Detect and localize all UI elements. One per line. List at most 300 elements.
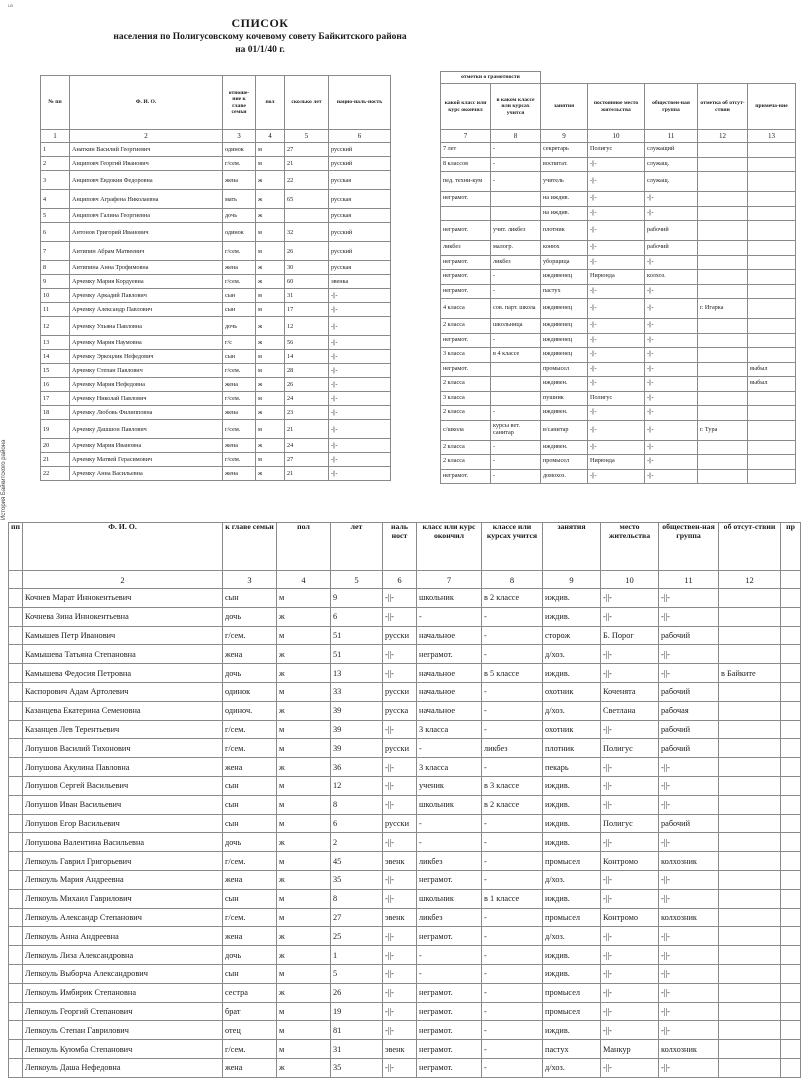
title-line-2: населения по Полигусовскому кочевому совету Байкитского района — [113, 32, 407, 42]
column-number: 10 — [588, 130, 645, 143]
occupation: д/хоз. — [543, 870, 601, 889]
relation: г/сем. — [223, 420, 256, 439]
sex: ж — [277, 983, 331, 1002]
note — [748, 192, 796, 207]
table-row — [9, 1040, 801, 1059]
social-group: -||- — [659, 927, 719, 946]
nationality: русский — [329, 242, 391, 261]
person-name: Антипин Абрам Матвеевич — [70, 242, 223, 261]
row-number-cut — [9, 645, 23, 664]
table-row — [9, 589, 801, 608]
age: 22 — [285, 171, 329, 190]
relation: жена — [223, 171, 256, 190]
person-name: Лепкоуль Мария Андреевна — [23, 870, 223, 889]
table-row — [441, 391, 796, 406]
class-studying: - — [482, 1002, 543, 1021]
sex: ж — [277, 664, 331, 683]
table-row — [9, 983, 801, 1002]
sex: ж — [256, 439, 285, 453]
absence-mark — [719, 983, 781, 1002]
occupation: в/санитар — [541, 420, 588, 440]
note-cut — [781, 1021, 801, 1040]
population-table-left — [40, 75, 390, 481]
person-name: Камышев Петр Иванович — [23, 626, 223, 645]
person-name: Кочнев Марат Иннокентьевич — [23, 589, 223, 608]
nationality: -||- — [329, 453, 391, 467]
occupation: пекарь — [543, 758, 601, 777]
column-number: 1 — [41, 130, 70, 143]
table-row — [41, 378, 391, 392]
social-group: -||- — [645, 377, 698, 392]
age: 60 — [285, 275, 329, 289]
age: 21 — [285, 157, 329, 171]
header-number-partial: пп — [9, 523, 23, 571]
relation: сын — [223, 776, 277, 795]
row-number-cut — [9, 664, 23, 683]
row-number: 8 — [41, 261, 70, 275]
class-studying: - — [482, 1058, 543, 1077]
age: 31 — [331, 1040, 383, 1059]
occupation: д/хоз. — [543, 701, 601, 720]
table-row — [9, 758, 801, 777]
column-number — [781, 571, 801, 589]
residence: -||- — [601, 870, 659, 889]
class-studying: в 4 классе — [491, 348, 541, 363]
class-completed: 2 класса — [441, 440, 491, 455]
person-name: Лопушова Акулина Павловна — [23, 758, 223, 777]
absence-mark — [698, 206, 748, 221]
social-group: -||- — [659, 833, 719, 852]
row-number: 21 — [41, 453, 70, 467]
class-completed: начальное — [417, 664, 482, 683]
class-completed: неграмот. — [417, 927, 482, 946]
note-cut — [781, 946, 801, 965]
table-row — [9, 870, 801, 889]
nationality: -||- — [329, 378, 391, 392]
relation: жена — [223, 758, 277, 777]
row-number: 7 — [41, 242, 70, 261]
note — [748, 157, 796, 172]
table-row — [41, 242, 391, 261]
occupation: д/хоз. — [543, 927, 601, 946]
row-number-cut — [9, 833, 23, 852]
sex: м — [277, 589, 331, 608]
nationality: -||- — [383, 607, 417, 626]
absence-mark — [719, 1002, 781, 1021]
social-group: -||- — [659, 1021, 719, 1040]
occupation: иждив. — [543, 946, 601, 965]
relation: жена — [223, 261, 256, 275]
absence-mark — [698, 391, 748, 406]
class-completed: неграмот. — [417, 870, 482, 889]
header-nationality: нацио-наль-ность — [329, 76, 391, 130]
class-studying: - — [491, 406, 541, 421]
note-cut — [781, 701, 801, 720]
absence-mark — [698, 377, 748, 392]
note — [748, 406, 796, 421]
person-name: Арчемку Аркадий Павлович — [70, 289, 223, 303]
relation: жена — [223, 406, 256, 420]
residence: -||- — [588, 377, 645, 392]
nationality: -||- — [329, 350, 391, 364]
nationality: -||- — [383, 1021, 417, 1040]
nationality: русска — [383, 701, 417, 720]
header-absence: отметка об отсут-ствии — [698, 84, 748, 130]
social-group: рабочий — [659, 682, 719, 701]
relation: г/с — [223, 336, 256, 350]
table-row — [9, 1002, 801, 1021]
table-row — [441, 221, 796, 241]
social-group: -||- — [659, 1002, 719, 1021]
social-group: -||- — [645, 284, 698, 299]
occupation: промысел — [543, 1002, 601, 1021]
row-number: 16 — [41, 378, 70, 392]
class-studying: - — [482, 701, 543, 720]
residence: -||- — [588, 362, 645, 377]
row-number-cut — [9, 720, 23, 739]
class-completed: неграмот. — [441, 192, 491, 207]
sex: м — [256, 289, 285, 303]
person-name: Казанцева Екатерина Семеновна — [23, 701, 223, 720]
corner-mark: LB — [8, 3, 13, 8]
relation: одинок — [223, 223, 256, 242]
absence-mark — [719, 946, 781, 965]
header-number: № пп — [41, 76, 70, 130]
note — [748, 284, 796, 299]
sex: м — [277, 1021, 331, 1040]
person-name: Арчемку Степан Павлович — [70, 364, 223, 378]
occupation: иждив. — [543, 795, 601, 814]
social-group: рабочая — [659, 701, 719, 720]
residence: -||- — [588, 440, 645, 455]
table-row — [441, 440, 796, 455]
residence: -||- — [588, 469, 645, 484]
table-row — [441, 284, 796, 299]
residence: -||- — [588, 157, 645, 172]
class-studying: в 2 классе — [482, 589, 543, 608]
social-group: -||- — [659, 795, 719, 814]
relation: дочь — [223, 209, 256, 223]
residence: -||- — [601, 607, 659, 626]
table-row — [9, 720, 801, 739]
age: 19 — [331, 1002, 383, 1021]
social-group: -||- — [645, 469, 698, 484]
class-completed: 2 класса — [441, 406, 491, 421]
absence-mark — [719, 776, 781, 795]
person-name: Арчемку Александр Павлович — [70, 303, 223, 317]
table-row — [41, 336, 391, 350]
person-name: Казанцев Лев Терентьевич — [23, 720, 223, 739]
occupation: иждив. — [543, 833, 601, 852]
absence-mark — [698, 270, 748, 285]
social-group: -||- — [659, 589, 719, 608]
column-number: 12 — [698, 130, 748, 143]
nationality: -||- — [329, 420, 391, 439]
class-completed: - — [417, 946, 482, 965]
relation: дочь — [223, 833, 277, 852]
note-cut — [781, 964, 801, 983]
column-number — [9, 571, 23, 589]
residence: -||- — [601, 645, 659, 664]
occupation: иждивенец — [541, 319, 588, 334]
social-group: -||- — [645, 206, 698, 221]
sex: ж — [256, 467, 285, 481]
nationality: -||- — [329, 336, 391, 350]
person-name: Арчемку Мария Кордуевна — [70, 275, 223, 289]
nationality: русская — [329, 171, 391, 190]
table-row — [441, 406, 796, 421]
table-row — [41, 171, 391, 190]
note-cut — [781, 607, 801, 626]
absence-mark — [698, 143, 748, 158]
class-studying: - — [491, 143, 541, 158]
sex: м — [256, 420, 285, 439]
social-group: служащий — [645, 143, 698, 158]
class-studying — [491, 206, 541, 221]
column-number-row — [441, 130, 796, 143]
age: 17 — [285, 303, 329, 317]
social-group: колхозник — [659, 1040, 719, 1059]
residence: -||- — [588, 241, 645, 256]
sex: ж — [256, 317, 285, 336]
row-number-cut — [9, 814, 23, 833]
class-completed: неграмот. — [417, 645, 482, 664]
age: 56 — [285, 336, 329, 350]
relation: сын — [223, 814, 277, 833]
person-name: Лепкоуль Гаврил Григорьевич — [23, 852, 223, 871]
occupation: домохоз. — [541, 469, 588, 484]
note-cut — [781, 814, 801, 833]
class-studying: учит. ликбез — [491, 221, 541, 241]
residence: -||- — [588, 348, 645, 363]
person-name: Арчемку Дашшон Павлович — [70, 420, 223, 439]
occupation: пушник — [541, 391, 588, 406]
nationality: -||- — [383, 870, 417, 889]
age: 65 — [285, 190, 329, 209]
residence: -||- — [588, 333, 645, 348]
table-row — [41, 209, 391, 223]
person-name: Антипина Анна Трофимовна — [70, 261, 223, 275]
age: 27 — [285, 143, 329, 157]
person-name: Анаткин Василий Георгиевич — [70, 143, 223, 157]
residence: Манкур — [601, 1040, 659, 1059]
note — [748, 206, 796, 221]
sex: м — [256, 223, 285, 242]
class-studying: - — [482, 852, 543, 871]
table-row — [9, 964, 801, 983]
note-cut — [781, 908, 801, 927]
social-group: -||- — [659, 1058, 719, 1077]
social-group: -||- — [659, 664, 719, 683]
person-name: Арчемку Матвей Герасимович — [70, 453, 223, 467]
person-name: Анциповч Евдокия Федоровна — [70, 171, 223, 190]
person-name: Лопушов Иван Васильевич — [23, 795, 223, 814]
age: 26 — [285, 378, 329, 392]
residence: -||- — [601, 589, 659, 608]
occupation: промысел — [543, 852, 601, 871]
table-row — [9, 776, 801, 795]
person-name: Лепкоуль Георгий Степанович — [23, 1002, 223, 1021]
residence: -||- — [588, 206, 645, 221]
relation: сын — [223, 289, 256, 303]
nationality: -||- — [329, 289, 391, 303]
row-number-cut — [9, 1021, 23, 1040]
relation: брат — [223, 1002, 277, 1021]
age: 24 — [285, 439, 329, 453]
person-name: Лепкоуль Имбирик Степановна — [23, 983, 223, 1002]
table-row — [9, 739, 801, 758]
class-studying: - — [482, 833, 543, 852]
header-note: примеча-ние — [748, 84, 796, 130]
social-group: -||- — [659, 607, 719, 626]
class-studying: в 2 классе — [482, 795, 543, 814]
sex: м — [277, 1040, 331, 1059]
note — [748, 420, 796, 440]
column-number: 7 — [441, 130, 491, 143]
population-table-bottom — [8, 522, 800, 1078]
header-relation: к главе семьи — [223, 523, 277, 571]
class-studying: - — [482, 626, 543, 645]
header-nationality: наль ност — [383, 523, 417, 571]
table-row — [441, 319, 796, 334]
class-completed: неграмот. — [441, 362, 491, 377]
occupation: д/хоз. — [543, 645, 601, 664]
age: 24 — [285, 392, 329, 406]
note-cut — [781, 720, 801, 739]
occupation: учитель — [541, 172, 588, 192]
residence: -||- — [601, 889, 659, 908]
occupation: на иждив. — [541, 206, 588, 221]
class-studying: - — [491, 455, 541, 470]
occupation: воспитат. — [541, 157, 588, 172]
relation: жена — [223, 927, 277, 946]
column-number: 11 — [645, 130, 698, 143]
header-literacy-group: отметки о грамотности — [441, 72, 541, 84]
nationality: русски — [383, 626, 417, 645]
class-completed: школьник — [417, 795, 482, 814]
column-number: 9 — [541, 130, 588, 143]
social-group: -||- — [645, 362, 698, 377]
title-line-1: СПИСОК — [231, 16, 289, 30]
age: 8 — [331, 889, 383, 908]
person-name: Камышева Татьяна Степановна — [23, 645, 223, 664]
class-studying: сов. парт. школа — [491, 299, 541, 319]
nationality: -||- — [329, 392, 391, 406]
age: 6 — [331, 814, 383, 833]
absence-mark — [698, 172, 748, 192]
nationality: -||- — [383, 1002, 417, 1021]
table-row — [441, 270, 796, 285]
note — [748, 255, 796, 270]
occupation: иждив. — [543, 1021, 601, 1040]
row-number: 18 — [41, 406, 70, 420]
table-row — [441, 143, 796, 158]
column-number: 8 — [491, 130, 541, 143]
residence: Контромо — [601, 852, 659, 871]
table-row — [9, 626, 801, 645]
note-cut — [781, 1002, 801, 1021]
row-number-cut — [9, 682, 23, 701]
table-row — [41, 406, 391, 420]
social-group: -||- — [659, 889, 719, 908]
table-row — [9, 645, 801, 664]
table-row — [441, 377, 796, 392]
relation: дочь — [223, 946, 277, 965]
absence-mark — [719, 682, 781, 701]
nationality: -||- — [383, 758, 417, 777]
relation: жена — [223, 439, 256, 453]
row-number-cut — [9, 701, 23, 720]
occupation: иждив. — [543, 964, 601, 983]
age: 14 — [285, 350, 329, 364]
relation: сын — [223, 795, 277, 814]
relation: сын — [223, 889, 277, 908]
occupation: иждив. — [543, 589, 601, 608]
absence-mark — [719, 739, 781, 758]
occupation: иждивенец — [541, 270, 588, 285]
social-group: -||- — [645, 348, 698, 363]
row-number: 2 — [41, 157, 70, 171]
age: 81 — [331, 1021, 383, 1040]
person-name: Арчемку Анна Васильевна — [70, 467, 223, 481]
absence-mark — [698, 221, 748, 241]
note — [748, 221, 796, 241]
relation: г/сем. — [223, 392, 256, 406]
residence: -||- — [588, 406, 645, 421]
age: 1 — [331, 946, 383, 965]
residence: Нирюнда — [588, 270, 645, 285]
header-name: Ф. И. О. — [23, 523, 223, 571]
note — [748, 143, 796, 158]
relation: г/сем. — [223, 852, 277, 871]
person-name: Лепкоуль Даша Нефедовна — [23, 1058, 223, 1077]
social-group: рабочий — [645, 221, 698, 241]
row-number-cut — [9, 983, 23, 1002]
row-number: 22 — [41, 467, 70, 481]
absence-mark: г. Игарка — [698, 299, 748, 319]
nationality: эвенк — [383, 908, 417, 927]
sex: ж — [277, 645, 331, 664]
residence: -||- — [601, 795, 659, 814]
class-studying: - — [482, 1021, 543, 1040]
absence-mark — [719, 758, 781, 777]
relation: г/сем. — [223, 242, 256, 261]
note-cut — [781, 795, 801, 814]
column-number: 7 — [417, 571, 482, 589]
column-number: 8 — [482, 571, 543, 589]
column-number: 10 — [601, 571, 659, 589]
sex: м — [277, 720, 331, 739]
column-number: 2 — [70, 130, 223, 143]
header-social-group: обществен-ная группа — [645, 84, 698, 130]
social-group: -||- — [659, 964, 719, 983]
table-row — [41, 467, 391, 481]
column-number: 5 — [285, 130, 329, 143]
age: 39 — [331, 739, 383, 758]
occupation: иждив. — [543, 814, 601, 833]
absence-mark — [719, 964, 781, 983]
person-name: Арчемку Мария Наумовна — [70, 336, 223, 350]
class-completed: 3 класса — [417, 758, 482, 777]
occupation: промысел — [543, 983, 601, 1002]
residence: -||- — [601, 833, 659, 852]
class-completed: ученик — [417, 776, 482, 795]
note-cut — [781, 852, 801, 871]
relation: г/сем. — [223, 720, 277, 739]
absence-mark — [698, 241, 748, 256]
sex: м — [277, 814, 331, 833]
relation: г/сем. — [223, 453, 256, 467]
